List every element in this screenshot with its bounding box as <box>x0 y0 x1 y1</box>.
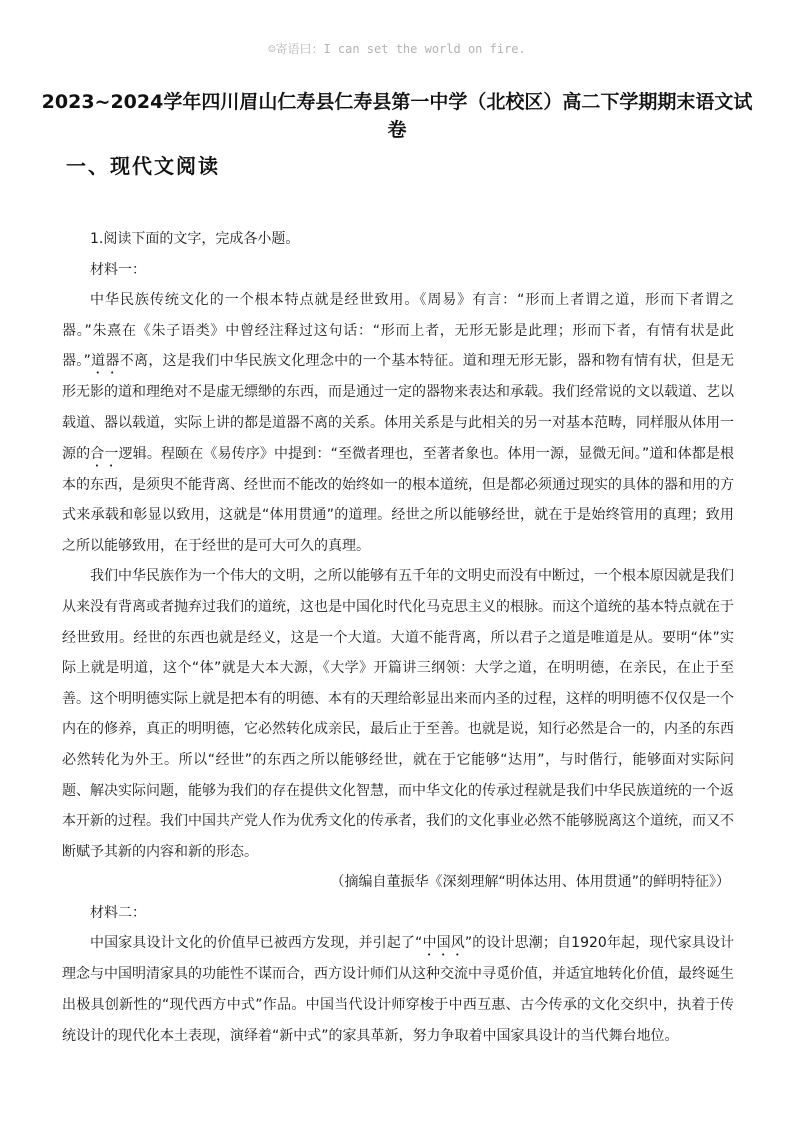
material1-paragraph-1 <box>62 285 734 561</box>
material2-label: 材料二： <box>90 904 146 921</box>
material1-paragraph-2: 我们中华民族作为一个伟大的文明，之所以能够有五千年的文明史而没有中断过，一个根本原因就是我们从来没有背离或者抛弃过我们的道统，这也是中国化时代化马克思主义的根脉。而这个道统的基本特点就在于经世致用。经世的东西也就是经义，这是一个大道。大道不能背离，所以君子之道是唯道是从。要明“体”实际上就是明道，这个“体”就是大本大源，《大学》开篇讲三纲领：大学之道，在明明德，在亲民，在止于至善。这个明明德实际上就是把本有的明德、本有的天理给彰显出来而内圣的过程，这样的明明德不仅仅是一个内在的修养，真正的明明德，它必然转化成亲民，最后止于至善。也就是说，知行必然是合一的，内圣的东西必然转化为外王。所以“经世”的东西之所以能够经世，就在于它能够“达用”，与时偕行，能够面对实际问题、解决实际问题，能够为我们的存在提供文化智慧，而中华文化的传承过程就是我们中华民族道统的一个返本开新的过程。我们中国共产党人作为优秀文化的传承者，我们的文化事业必然不能够脱离这个道统，而又不断赋予其新的内容和新的形态。 <box>62 568 734 860</box>
emphasized-term: 合一 <box>90 445 119 462</box>
text-run: ”的设计思潮；自1920年起，现代家具设计理念与中国明清家具的功能性不谋而合，西方设计师们从这种交流中寻觅价值，并适宜地转化价值，最终诞生出极具创新性的“现代西方中式”作品。中国当代设计师穿梭于中西互惠、古今传承的文化交织中，执着于传统设计的现代化本土表现，演绎着“新中式”的家具革新，努力争取着中国家具设计的当代舞台地位。 <box>62 935 734 1044</box>
exam-title: 2023~2024学年四川眉山仁寿县仁寿县第一中学（北校区）高二下学期期末语文试卷 <box>41 91 753 141</box>
material1-label: 材料一： <box>90 261 146 278</box>
text-run: 中国家具设计文化的价值早已被西方发现，并引起了“ <box>90 935 423 952</box>
section-heading: 一、现代文阅读 <box>66 154 220 178</box>
question-intro: 1.阅读下面的文字，完成各小题。 <box>90 231 300 247</box>
watermark: ☺寄语曰：I can set the world on fire. <box>268 42 526 56</box>
emphasized-term: 道器 <box>90 353 120 370</box>
emphasized-term: 中国风 <box>422 935 465 952</box>
material1-source: （摘编自董振华《深刻理解“明体达用、体用贯通”的鲜明特征》） <box>330 874 730 891</box>
reading-passage <box>62 224 734 1051</box>
text-run: 不离，这是我们中华民族文化理念中的一个基本特征。道和理无形无影，器和物有情有状，但是无形无影的道和理绝对不是虚无缥缈的东西，而是通过一定的器物来表达和承载。我们经常说的文以载道、艺以载道、器以载道，实际上讲的都是道器不离的关系。体用关系是与此相关的另一对基本范畴，同样服从体用一源的 <box>62 353 735 462</box>
material2-paragraph-1 <box>62 928 734 1051</box>
text-run: 中华民族传统文化的一个根本特点就是经世致用。《周易》有言：“形而上者谓之道，形而下者谓之器。”朱熹在《朱子语类》中曾经注释过这句话：“形而上者，无形无影是此理；形而下者，有情有状是此器。” <box>62 292 734 370</box>
text-run: 逻辑。程颐在《易传序》中提到：“至微者理也，至著者象也。体用一源，显微无间。”道和体都是根本的东西，是须臾不能背离、经世而不能改的始终如一的根本道统，但是都必须通过现实的具体的器和用的方式来承载和彰显以致用，这就是“体用贯通”的道理。经世之所以能够经世，就在于是始终管用的真理；致用之所以能够致用，在于经世的是可大可久的真理。 <box>62 445 735 554</box>
